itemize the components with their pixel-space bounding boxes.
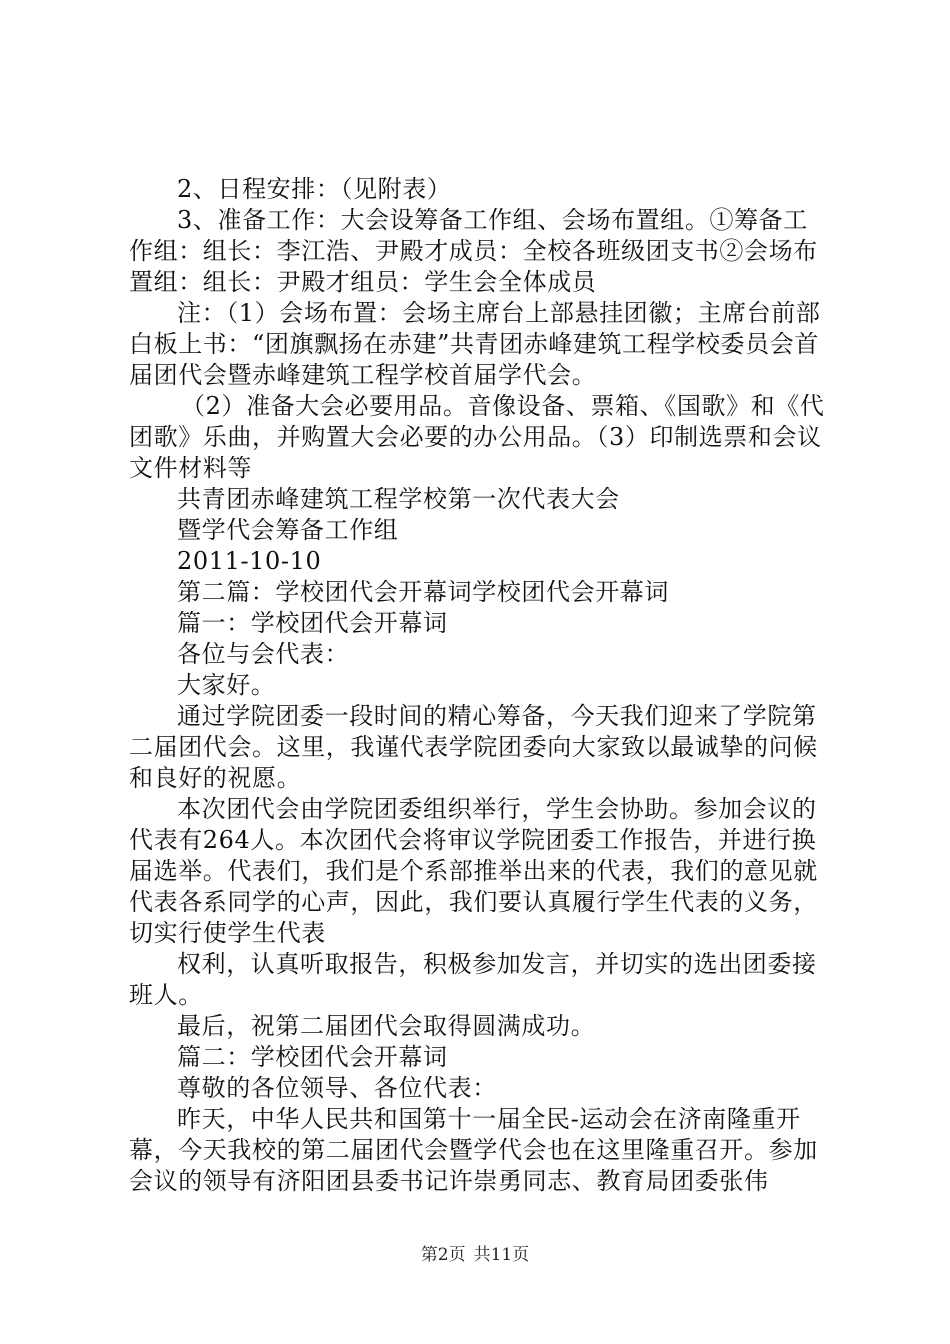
paragraph-preparation: 3、准备工作：大会设筹备工作组、会场布置组。①筹备工作组：组长：李江浩、尹殿才成员：全校各班级团支书②会场布置组：组长：尹殿才组员：学生会全体成员 xyxy=(129,206,818,296)
page-number: 第2页 xyxy=(420,1245,466,1265)
document-body xyxy=(129,174,829,1197)
page-footer xyxy=(0,1244,950,1266)
paragraph-schedule: 2、日程安排：（见附表） xyxy=(177,175,452,203)
paragraph-speech-two-opening: 昨天，中华人民共和国第十一届全民-运动会在济南隆重开幕，今天我校的第二届团代会暨学代会也在这里隆重召开。参加会议的领导有济阳团县委书记许崇勇同志、教育局团委张伟 xyxy=(129,1105,818,1195)
page-total: 共11页 xyxy=(473,1245,530,1265)
subheading-speech-two: 篇二：学校团代会开幕词 xyxy=(177,1043,448,1071)
salutation-leaders: 尊敬的各位领导、各位代表： xyxy=(177,1074,497,1102)
greeting-line: 大家好。 xyxy=(177,671,276,699)
paragraph-date: 2011-10-10 xyxy=(177,547,322,575)
paragraph-signature-org: 共青团赤峰建筑工程学校第一次代表大会 xyxy=(177,485,620,513)
paragraph-venue-note: 注：（1）会场布置：会场主席台上部悬挂团徽；主席台前部白板上书：“团旗飘扬在赤建”共青团赤峰建筑工程学校委员会首届团代会暨赤峰建筑工程学校首届学代会。 xyxy=(129,299,821,389)
paragraph-meeting-details: 本次团代会由学院团委组织举行，学生会协助。参加会议的代表有264人。本次团代会将审议学院团委工作报告，并进行换届选举。代表们，我们是个系部推举出来的代表，我们的意见就代表各系同学的心声，因此，我们要认真履行学生代表的义务，切实行使学生代表 xyxy=(129,795,818,947)
paragraph-closing-wish: 最后，祝第二届团代会取得圆满成功。 xyxy=(177,1012,596,1040)
salutation-delegates: 各位与会代表： xyxy=(177,640,350,668)
paragraph-rights: 权利，认真听取报告，积极参加发言，并切实的选出团委接班人。 xyxy=(129,950,817,1009)
paragraph-supplies-note: （2）准备大会必要用品。音像设备、票箱、《国歌》和《代团歌》乐曲，并购置大会必要的办公用品。（3）印制选票和会议文件材料等 xyxy=(129,392,825,482)
section-heading-part-two: 第二篇：学校团代会开幕词学校团代会开幕词 xyxy=(177,578,669,606)
paragraph-opening: 通过学院团委一段时间的精心筹备，今天我们迎来了学院第二届团代会。这里，我谨代表学院团委向大家致以最诚挚的问候和良好的祝愿。 xyxy=(129,702,818,792)
subheading-speech-one: 篇一：学校团代会开幕词 xyxy=(177,609,448,637)
paragraph-signature-group: 暨学代会筹备工作组 xyxy=(177,516,399,544)
